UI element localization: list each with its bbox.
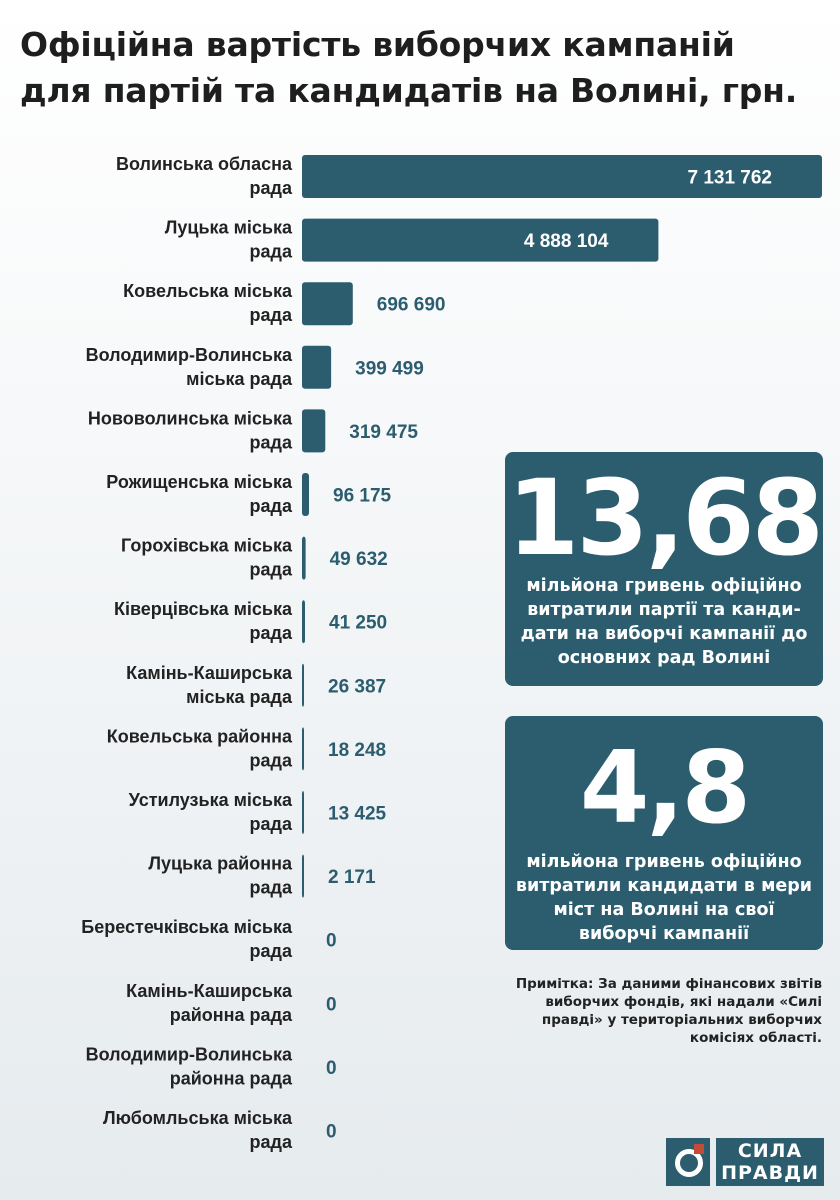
logo-text bbox=[716, 1138, 824, 1186]
category-label-line: Луцька районна bbox=[148, 853, 292, 874]
category-label-line: рада bbox=[249, 432, 292, 453]
category-label-line: Любомльська міська bbox=[103, 1108, 292, 1128]
category-label bbox=[86, 1044, 293, 1088]
category-label-line: Володимир-Волинська bbox=[85, 1044, 292, 1065]
category-label bbox=[106, 472, 293, 516]
bar bbox=[302, 282, 353, 325]
value-label: 26 387 bbox=[328, 676, 387, 698]
sila-pravdy-logo-icon bbox=[666, 1138, 710, 1186]
category-label-line: Камінь-Каширська bbox=[126, 662, 292, 683]
category-label bbox=[107, 726, 293, 770]
bar bbox=[302, 664, 304, 707]
bar bbox=[302, 727, 304, 770]
category-label bbox=[103, 1108, 293, 1152]
value-label: 696 690 bbox=[376, 294, 446, 316]
category-label-line: рада bbox=[249, 750, 292, 771]
value-label: 0 bbox=[326, 1121, 337, 1143]
category-label-line: рада bbox=[249, 941, 292, 962]
value-label: 0 bbox=[326, 1057, 337, 1079]
category-label-line: Волинська обласна bbox=[115, 154, 292, 174]
logo-line-1: СИЛА bbox=[737, 1140, 803, 1162]
category-label-line: Камінь-Каширська bbox=[126, 980, 292, 1001]
category-label-line: Рожищенська міська bbox=[106, 472, 292, 492]
category-label-line: рада bbox=[249, 496, 292, 516]
category-label bbox=[129, 790, 293, 834]
sila-pravdy-logo bbox=[666, 1138, 826, 1186]
bar bbox=[302, 791, 304, 834]
category-label-line: Ковельська міська bbox=[123, 281, 292, 302]
category-label bbox=[121, 536, 293, 580]
category-label-line: рада bbox=[249, 1132, 292, 1152]
value-label: 13 425 bbox=[328, 803, 387, 825]
value-label: 96 175 bbox=[333, 485, 392, 507]
summary-number-parties: 13,68 bbox=[507, 457, 821, 579]
bar bbox=[302, 346, 331, 389]
value-label: 2 171 bbox=[328, 867, 376, 889]
summary-text-mayors: мільйона гривень офіційно витратили кандидати в мери міст на Волині на свої виборчі кампанії bbox=[515, 852, 813, 944]
bar bbox=[302, 409, 325, 452]
bar bbox=[302, 855, 304, 898]
value-label: 0 bbox=[326, 994, 337, 1016]
value-label: 41 250 bbox=[329, 612, 388, 634]
category-label bbox=[165, 218, 293, 262]
category-label bbox=[81, 917, 293, 961]
title-line-1: Офіційна вартість виборчих кампаній bbox=[20, 25, 735, 64]
category-label-line: Нововолинська міська bbox=[87, 408, 292, 429]
category-label-line: районна рада bbox=[169, 1068, 292, 1089]
category-label-line: районна рада bbox=[169, 1004, 292, 1025]
value-label: 319 475 bbox=[349, 421, 418, 443]
category-label-line: Берестечківська міська bbox=[81, 917, 292, 938]
category-label bbox=[114, 599, 293, 643]
category-label bbox=[116, 154, 293, 198]
category-label-line: міська рада bbox=[186, 686, 292, 707]
category-label-line: рада bbox=[249, 305, 292, 326]
logo-line-2: ПРАВДИ bbox=[721, 1162, 819, 1184]
category-label-line: Луцька міська bbox=[164, 217, 292, 238]
bar bbox=[302, 600, 305, 643]
source-note: Примітка: За даними фінансових звітів виборчих фондів, які надали «Силі правді» у територіальних виборчих комісіях області. bbox=[515, 976, 822, 1046]
bar bbox=[302, 537, 306, 580]
summary-panel-mayors bbox=[505, 716, 823, 950]
category-label bbox=[126, 663, 293, 707]
summary-panel-parties bbox=[505, 452, 823, 686]
category-label bbox=[123, 281, 293, 325]
category-label bbox=[126, 981, 293, 1025]
category-label-line: Горохівська міська bbox=[121, 535, 292, 556]
category-label-line: рада bbox=[249, 178, 292, 198]
bar bbox=[302, 473, 309, 516]
value-label: 0 bbox=[326, 930, 337, 952]
category-label-line: Устилузька міська bbox=[128, 790, 292, 810]
category-label-line: Володимир-Волинська bbox=[85, 344, 292, 365]
category-label-line: рада bbox=[249, 877, 292, 898]
value-label: 399 499 bbox=[355, 358, 424, 380]
category-label-line: Ковельська районна bbox=[106, 726, 292, 747]
value-label: 7 131 762 bbox=[687, 167, 772, 189]
category-label bbox=[88, 408, 293, 452]
category-label-line: Ківерцівська міська bbox=[113, 599, 292, 620]
category-label bbox=[86, 345, 293, 389]
category-label-line: рада bbox=[249, 241, 292, 262]
category-label-line: рада bbox=[249, 623, 292, 644]
category-label-line: рада bbox=[249, 814, 292, 834]
summary-text-parties: мільйона гривень офіційно витратили партії та канди-дати на виборчі кампанії до основних рад Волині bbox=[520, 576, 808, 668]
value-label: 49 632 bbox=[329, 549, 388, 571]
category-label-line: міська рада bbox=[186, 368, 292, 389]
value-label: 18 248 bbox=[328, 739, 387, 761]
title-line-2: для партій та кандидатів на Волині, грн. bbox=[20, 71, 798, 110]
summary-number-mayors: 4,8 bbox=[579, 729, 749, 846]
category-label-line: рада bbox=[249, 559, 292, 580]
value-label: 4 888 104 bbox=[523, 231, 609, 253]
category-label bbox=[148, 854, 293, 898]
